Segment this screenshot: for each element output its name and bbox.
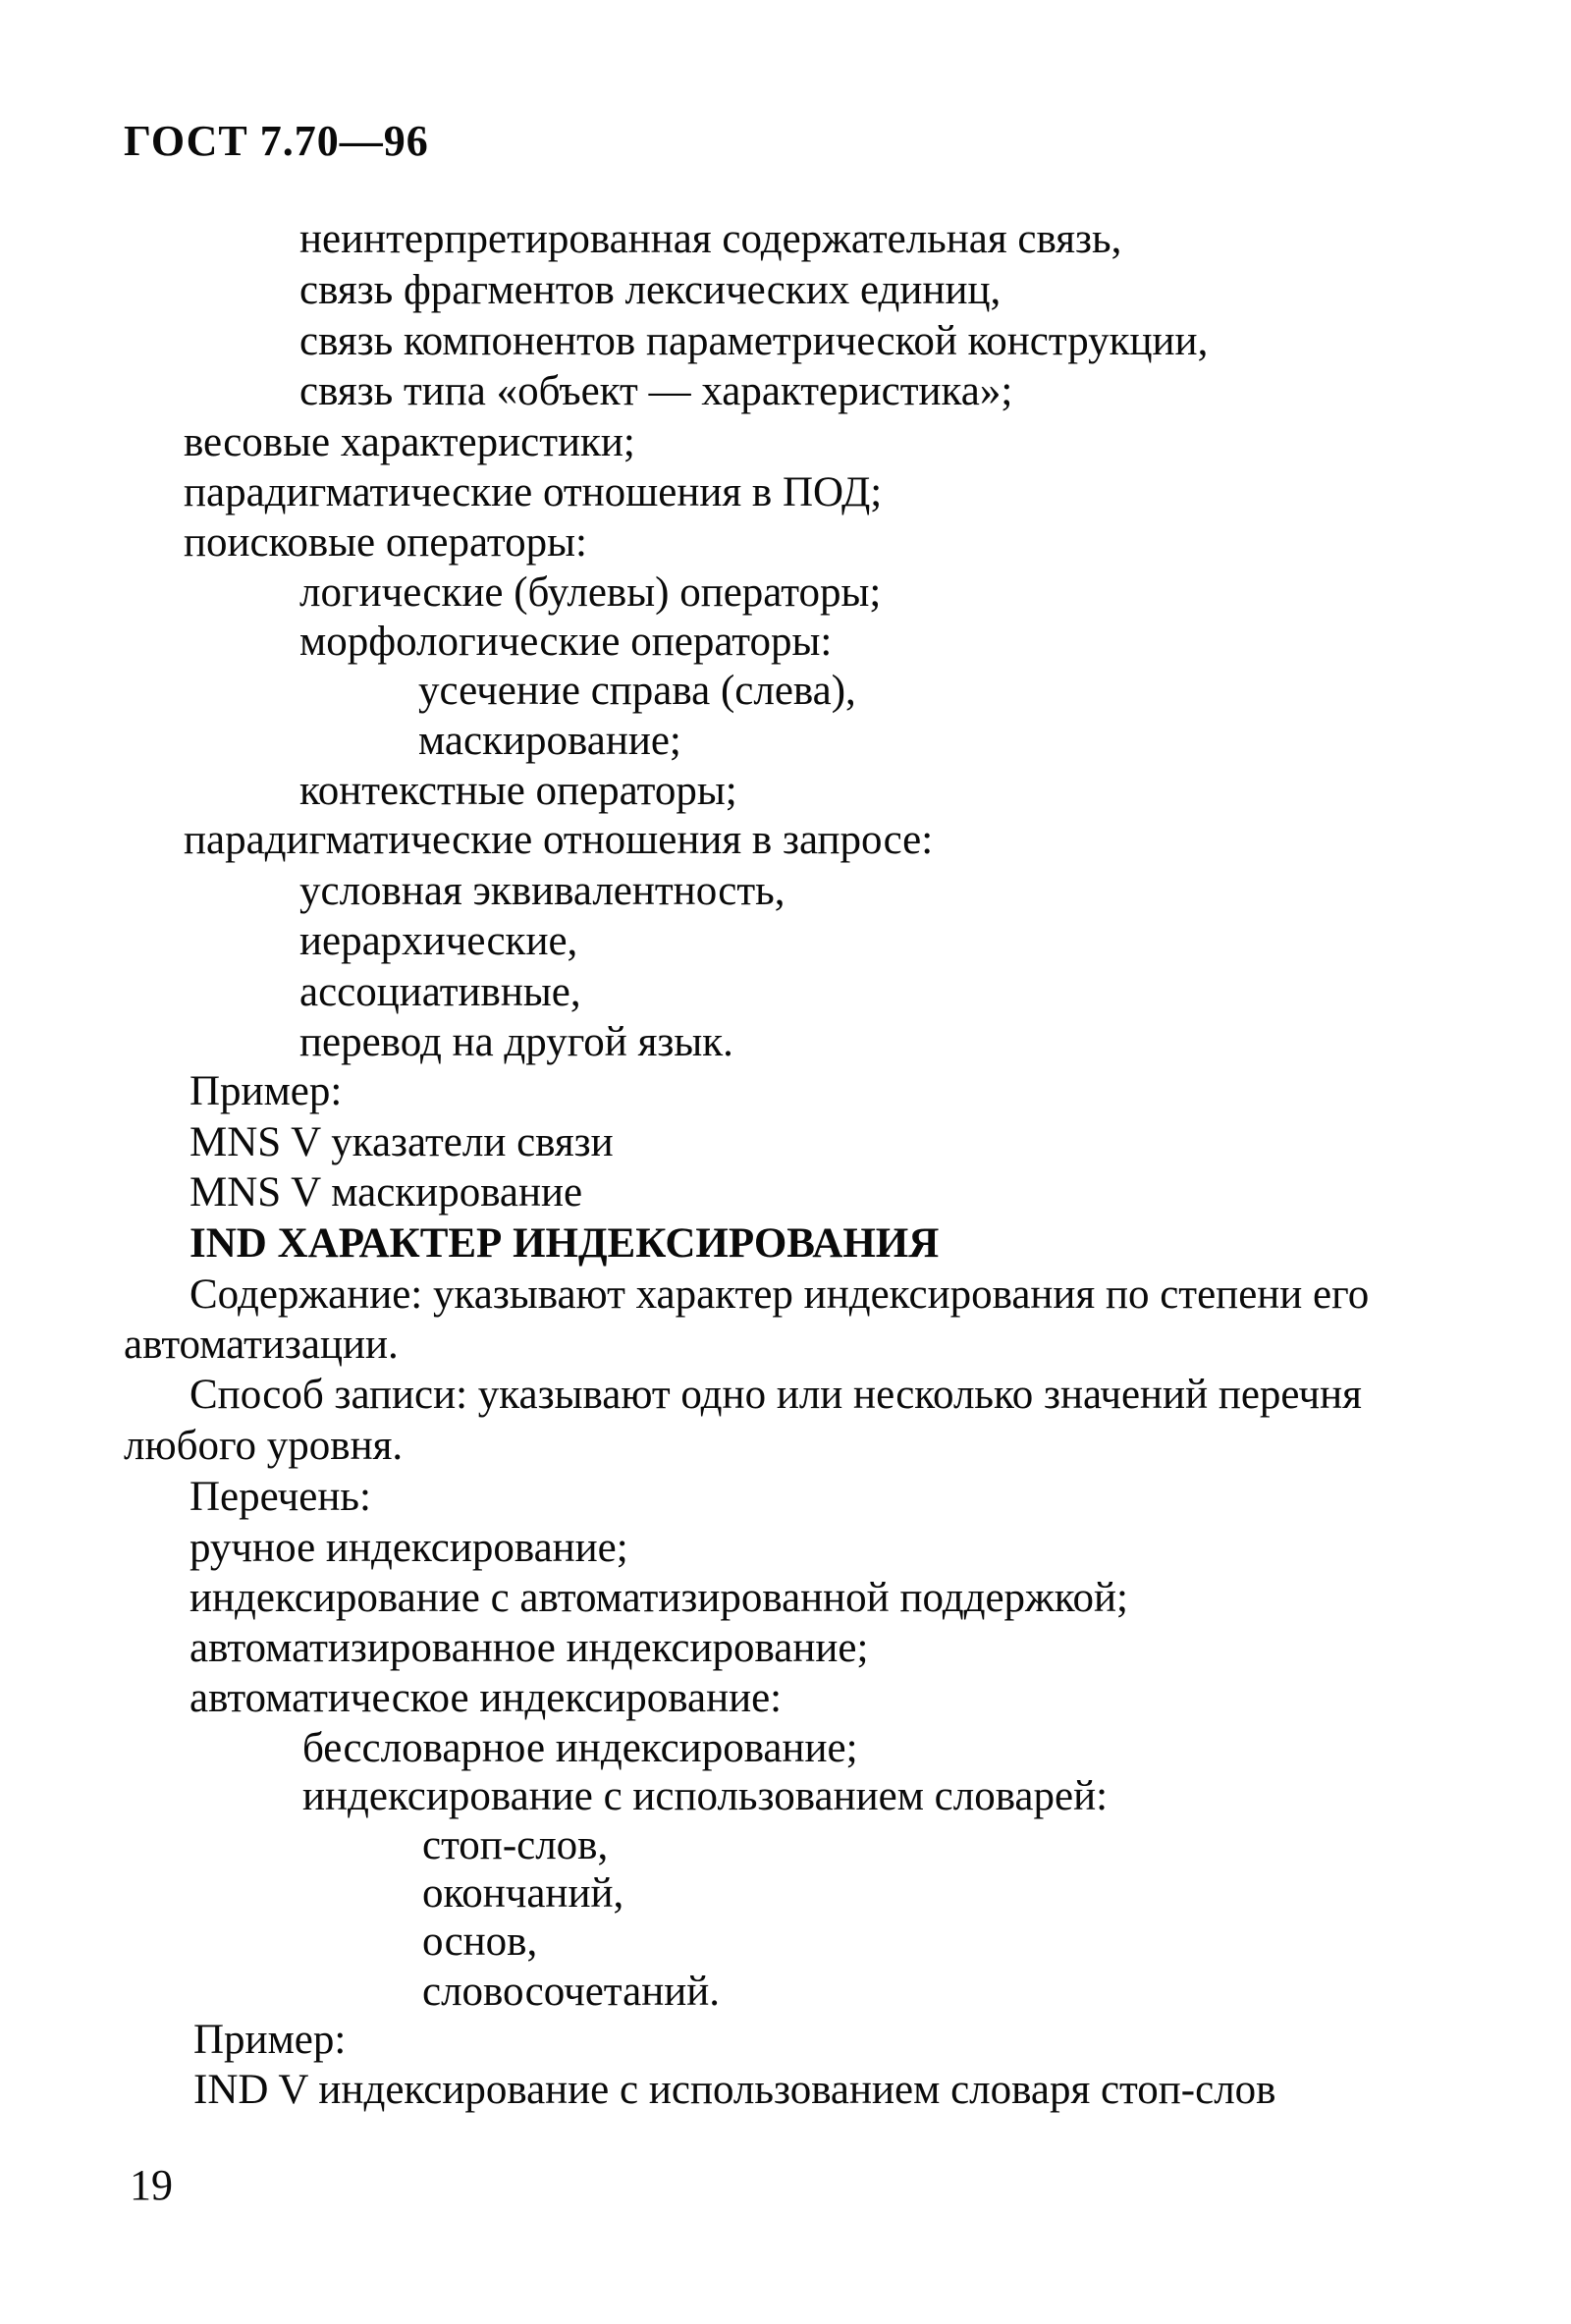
text-line: условная эквивалентность, [299, 868, 786, 914]
text-line: усечение справа (слева), [418, 668, 856, 714]
text-line: Содержание: указывают характер индексирования по степени его [190, 1271, 1370, 1318]
text-line: автоматическое индексирование: [190, 1675, 783, 1721]
document-header: ГОСТ 7.70—96 [124, 117, 429, 165]
text-line: Пример: [190, 1068, 343, 1114]
text-line: ручное индексирование; [190, 1525, 628, 1571]
section-heading: IND ХАРАКТЕР ИНДЕКСИРОВАНИЯ [190, 1220, 940, 1267]
text-line: основ, [422, 1919, 538, 1965]
text-line: индексирование с использованием словарей: [302, 1773, 1109, 1819]
text-line: перевод на другой язык. [299, 1019, 733, 1065]
text-line: иерархические, [299, 918, 578, 964]
text-line: парадигматические отношения в ПОД; [184, 469, 883, 515]
text-line: парадигматические отношения в запросе: [184, 817, 934, 863]
text-line: Пример: [193, 2017, 347, 2063]
text-line: морфологические операторы: [299, 619, 833, 665]
text-line: IND V индексирование с использованием словаря стоп-слов [193, 2067, 1276, 2113]
text-line: связь компонентов параметрической конструкции, [299, 318, 1209, 364]
text-line: связь типа «объект — характеристика»; [299, 368, 1013, 414]
text-line: автоматизации. [124, 1322, 399, 1368]
text-line: автоматизированное индексирование; [190, 1625, 869, 1671]
text-line: окончаний, [422, 1870, 624, 1917]
text-line: поисковые операторы: [184, 519, 587, 566]
text-line: стоп-слов, [422, 1822, 609, 1868]
text-line: индексирование с автоматизированной поддержкой; [190, 1575, 1128, 1621]
text-line: логические (булевы) операторы; [299, 569, 882, 616]
text-line: маскирование; [418, 718, 681, 764]
text-line: весовые характеристики; [184, 419, 635, 465]
text-line: MNS V указатели связи [190, 1119, 614, 1165]
text-line: словосочетаний. [422, 1969, 720, 2015]
text-line: бессловарное индексирование; [302, 1725, 858, 1771]
text-line: Способ записи: указывают одно или несколько значений перечня [190, 1372, 1362, 1418]
text-line: MNS V маскирование [190, 1169, 583, 1216]
text-line: контекстные операторы; [299, 768, 737, 814]
text-line: Перечень: [190, 1474, 371, 1520]
text-line: любого уровня. [124, 1423, 404, 1469]
page-number: 19 [130, 2161, 173, 2209]
text-line: неинтерпретированная содержательная связь, [299, 216, 1122, 262]
text-line: ассоциативные, [299, 969, 581, 1015]
text-line: связь фрагментов лексических единиц, [299, 267, 1002, 313]
